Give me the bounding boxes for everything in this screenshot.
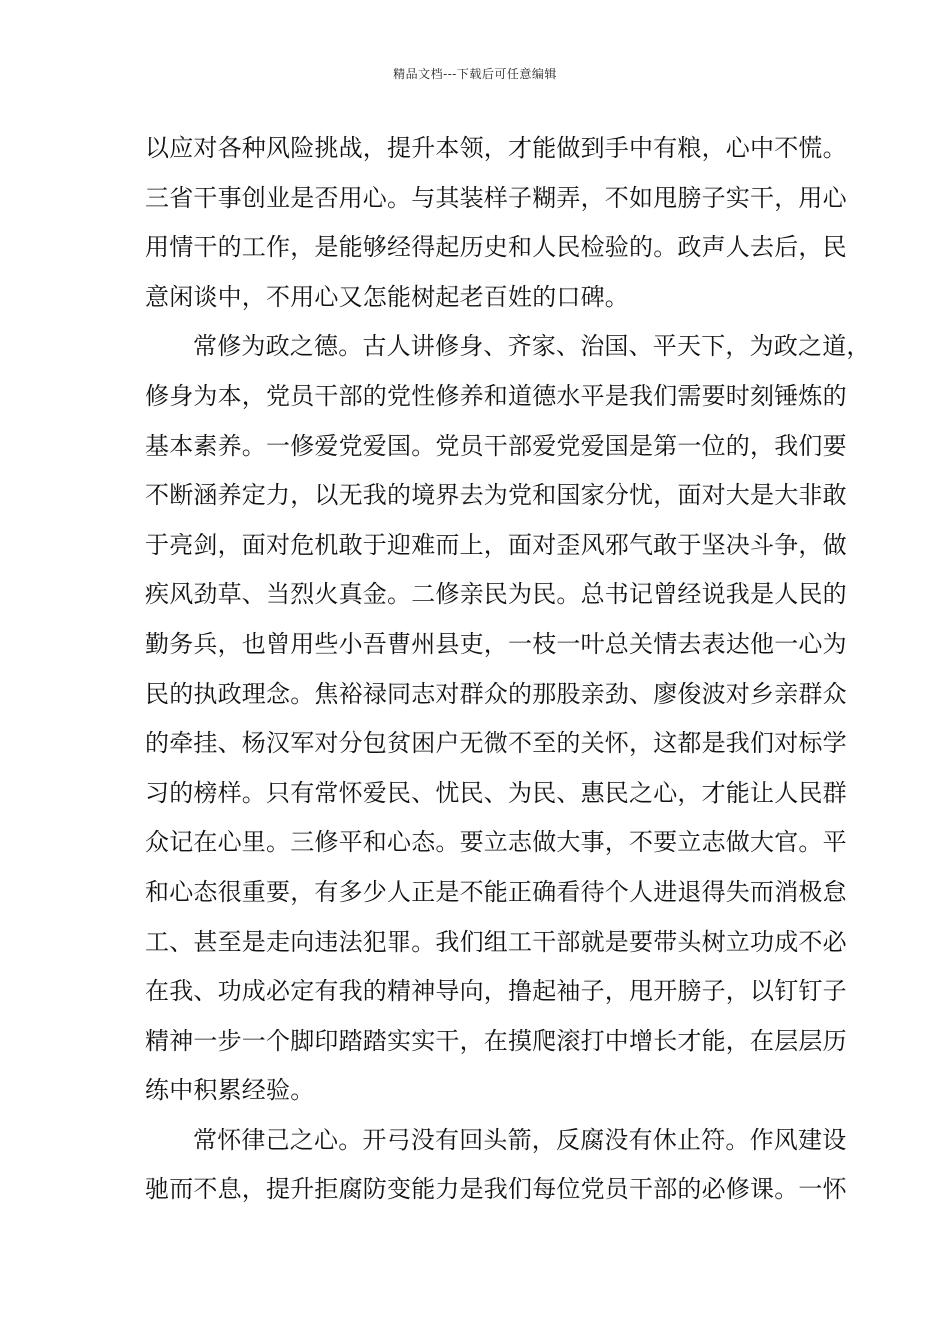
text-line: 三省干事创业是否用心。与其装样子糊弄，不如甩膀子实干，用心: [145, 183, 847, 212]
page-header: 精品文档---下载后可任意编辑: [393, 67, 557, 81]
text-line: 修身为本，党员干部的党性修养和道德水平是我们需要时刻锤炼的: [145, 381, 847, 410]
text-line: 常修为政之德。古人讲修身、齐家、治国、平天下，为政之道，: [193, 332, 871, 361]
text-line: 不断涵养定力，以无我的境界去为党和国家分忧，面对大是大非敢: [145, 481, 847, 510]
text-line: 用情干的工作，是能够经得起历史和人民检验的。政声人去后，民: [145, 233, 847, 262]
text-line: 基本素养。一修爱党爱国。党员干部爱党爱国是第一位的，我们要: [145, 431, 847, 460]
text-line: 习的榜样。只有常怀爱民、忧民、为民、惠民之心，才能让人民群: [145, 778, 847, 807]
text-line: 于亮剑，面对危机敢于迎难而上，面对歪风邪气敢于坚决斗争，做: [145, 530, 847, 559]
text-line: 在我、功成必定有我的精神导向，撸起袖子，甩开膀子，以钉钉子: [145, 977, 847, 1006]
text-line: 驰而不息，提升拒腐防变能力是我们每位党员干部的必修课。一怀: [145, 1175, 847, 1204]
text-line: 和心态很重要，有多少人正是不能正确看待个人进退得失而消极怠: [145, 877, 847, 906]
text-line: 意闲谈中，不用心又怎能树起老百姓的口碑。: [145, 282, 629, 311]
text-line: 精神一步一个脚印踏踏实实干，在摸爬滚打中增长才能，在层层历: [145, 1026, 847, 1055]
text-line: 以应对各种风险挑战，提升本领，才能做到手中有粮，心中不慌。: [145, 134, 847, 162]
text-line: 众记在心里。三修平和心态。要立志做大事，不要立志做大官。平: [145, 828, 847, 857]
text-line: 练中积累经验。: [145, 1076, 315, 1105]
text-line: 民的执政理念。焦裕禄同志对群众的那股亲劲、廖俊波对乡亲群众: [145, 679, 847, 708]
text-line: 的牵挂、杨汉军对分包贫困户无微不至的关怀，这都是我们对标学: [145, 729, 847, 758]
text-line: 工、甚至是走向违法犯罪。我们组工干部就是要带头树立功成不必: [145, 927, 847, 956]
text-line: 勤务兵，也曾用些小吾曹州县吏，一枝一叶总关情去表达他一心为: [145, 629, 847, 658]
text-line: 疾风劲草、当烈火真金。二修亲民为民。总书记曾经说我是人民的: [145, 580, 847, 609]
document-body: [145, 130, 871, 1221]
text-line: 常怀律己之心。开弓没有回头箭，反腐没有休止符。作风建设: [193, 1125, 847, 1154]
